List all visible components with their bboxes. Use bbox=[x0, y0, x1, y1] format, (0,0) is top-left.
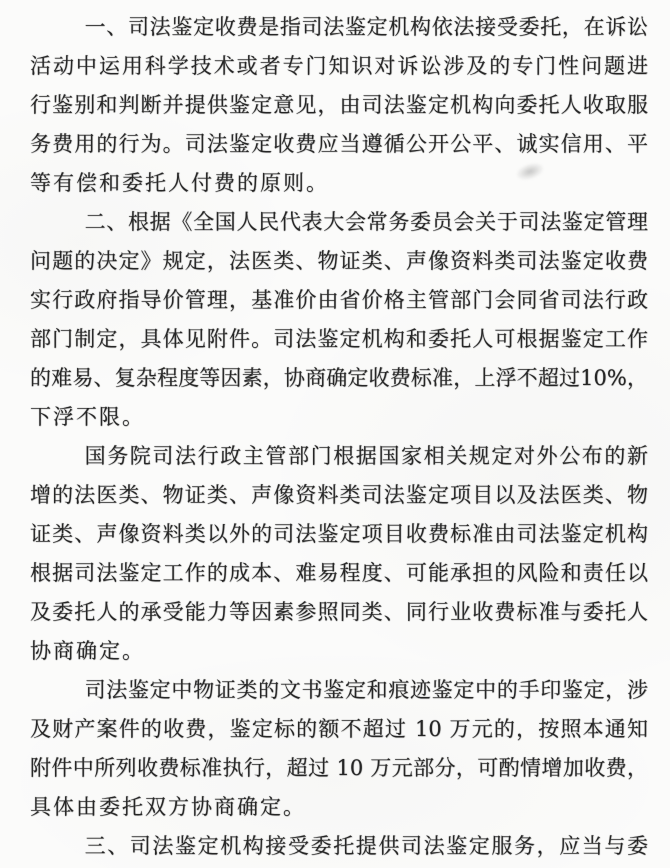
text-line: 部门制定，具体见附件。司法鉴定机构和委托人可根据鉴定工作 bbox=[30, 327, 648, 351]
text-line: 一、司法鉴定收费是指司法鉴定机构依法接受委托，在诉讼 bbox=[84, 15, 648, 39]
text-line: 等有偿和委托人付费的原则。 bbox=[30, 171, 329, 195]
text-line: 附件中所列收费标准执行，超过 10 万元部分，可酌情增加收费， bbox=[30, 756, 648, 780]
paragraph bbox=[30, 8, 648, 203]
text-line: 务费用的行为。司法鉴定收费应当遵循公开公平、诚实信用、平 bbox=[30, 132, 648, 156]
paragraph bbox=[30, 671, 648, 827]
text-line: 行鉴别和判断并提供鉴定意见，由司法鉴定机构向委托人收取服 bbox=[30, 93, 648, 117]
text-line: 证类、声像资料类以外的司法鉴定项目收费标准由司法鉴定机构 bbox=[30, 522, 648, 546]
paragraph bbox=[30, 203, 648, 437]
text-line: 及财产案件的收费，鉴定标的额不超过 10 万元的，按照本通知 bbox=[30, 717, 648, 741]
text-line: 活动中运用科学技术或者专门知识对诉讼涉及的专门性问题进 bbox=[30, 54, 648, 78]
text-line: 下浮不限。 bbox=[30, 405, 145, 429]
document-body bbox=[30, 8, 648, 866]
text-line: 协商确定。 bbox=[30, 639, 145, 663]
text-line: 根据司法鉴定工作的成本、难易程度、可能承担的风险和责任以 bbox=[30, 561, 648, 585]
text-line: 国务院司法行政主管部门根据国家相关规定对外公布的新 bbox=[84, 444, 648, 468]
text-line: 实行政府指导价管理，基准价由省价格主管部门会同省司法行政 bbox=[30, 288, 648, 312]
text-line: 问题的决定》规定，法医类、物证类、声像资料类司法鉴定收费 bbox=[30, 249, 648, 273]
text-line: 的难易、复杂程度等因素，协商确定收费标准，上浮不超过10%， bbox=[30, 366, 648, 390]
paragraph bbox=[30, 827, 648, 866]
text-line: 司法鉴定中物证类的文书鉴定和痕迹鉴定中的手印鉴定，涉 bbox=[84, 678, 648, 702]
text-line: 二、根据《全国人民代表大会常务委员会关于司法鉴定管理 bbox=[84, 210, 648, 234]
text-line: 具体由委托双方协商确定。 bbox=[30, 795, 306, 819]
text-line: 及委托人的承受能力等因素参照同类、同行业收费标准与委托人 bbox=[30, 600, 648, 624]
text-line: 增的法医类、物证类、声像资料类司法鉴定项目以及法医类、物 bbox=[30, 483, 648, 507]
text-line: 三、司法鉴定机构接受委托提供司法鉴定服务，应当与委 bbox=[84, 834, 648, 858]
paragraph bbox=[30, 437, 648, 671]
